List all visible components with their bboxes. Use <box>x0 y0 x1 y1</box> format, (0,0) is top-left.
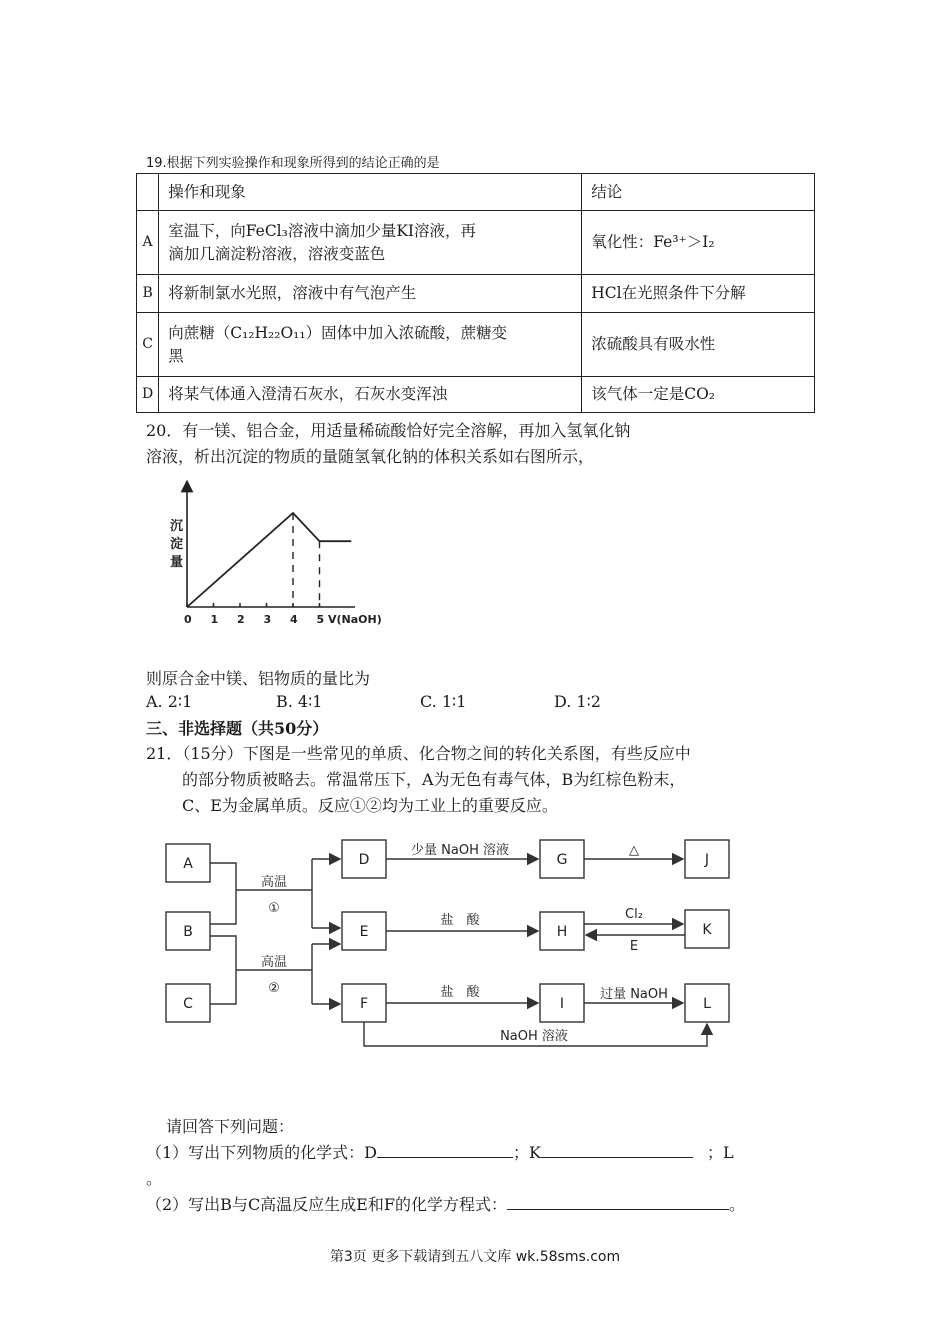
table-row <box>137 275 815 313</box>
separator-k: ；K <box>513 1143 541 1162</box>
row-conclusion: 浓硫酸具有吸水性 <box>582 313 815 377</box>
table-cell <box>137 174 159 211</box>
table-header-op: 操作和现象 <box>159 174 582 211</box>
table-row <box>137 313 815 377</box>
sub-question-2-end: 。 <box>728 1195 745 1214</box>
x-tick-label: 5 <box>316 613 325 626</box>
row-label: A <box>137 211 159 275</box>
question-19-title: 19.根据下列实验操作和现象所得到的结论正确的是 <box>146 156 440 171</box>
label-k-to-h: E <box>629 939 639 954</box>
label-d-to-g: 少量 NaOH 溶液 <box>411 843 509 858</box>
node-a: A <box>183 856 193 872</box>
label-g-to-j: △ <box>629 843 639 858</box>
choice-a: A. 2∶1 <box>146 692 193 711</box>
row-label: C <box>137 313 159 377</box>
x-tick-label: 0 <box>184 613 192 626</box>
row-operation <box>159 313 582 377</box>
operation-line: 黑 <box>168 346 184 365</box>
answer-blank-equation[interactable] <box>507 1193 729 1210</box>
table-row <box>137 211 815 275</box>
x-tick-label: 3 <box>263 613 272 626</box>
page-footer: 第3页 更多下载请到五八文库 wk.58sms.com <box>329 1249 621 1265</box>
question-20-line1: 20．有一镁、铝合金，用适量稀硫酸恰好完全溶解，再加入氢氧化钠 <box>146 421 631 440</box>
node-e: E <box>359 924 369 940</box>
table-header-conclusion: 结论 <box>582 174 815 211</box>
node-i: I <box>559 996 565 1012</box>
node-c: C <box>183 996 193 1012</box>
reaction-1-condition: 高温 <box>260 875 288 890</box>
question-21-prompt: 请回答下列问题： <box>166 1117 295 1136</box>
precipitate-chart <box>160 478 420 628</box>
sub-question-1 <box>146 1140 734 1163</box>
choice-c: C. 1∶1 <box>420 692 467 711</box>
question-21-line3: C、E为金属单质。反应①②均为工业上的重要反应。 <box>182 796 558 815</box>
label-f-to-l: NaOH 溶液 <box>500 1029 568 1044</box>
separator-l: ；L <box>706 1143 734 1162</box>
answer-blank-k[interactable] <box>541 1141 693 1158</box>
node-h: H <box>556 924 568 940</box>
section-title: 三、非选择题（共50分） <box>146 719 329 738</box>
question-21-line2: 的部分物质被略去。常温常压下，A为无色有毒气体，B为红棕色粉末， <box>182 770 686 789</box>
sub-question-1-text: （1）写出下列物质的化学式：D <box>146 1143 378 1162</box>
question-20-line2: 溶液，析出沉淀的物质的量随氢氧化钠的体积关系如右图所示， <box>146 447 595 466</box>
connector <box>210 863 236 924</box>
reaction-2-number: ② <box>268 981 280 996</box>
reaction-diagram <box>150 832 750 1062</box>
node-j: J <box>704 852 710 868</box>
x-tick-label: 1 <box>210 613 219 626</box>
row-conclusion: HCl在光照条件下分解 <box>582 275 815 313</box>
sub-question-1-end: 。 <box>146 1169 163 1188</box>
node-k: K <box>702 922 712 938</box>
x-axis-label: V(NaOH) <box>328 613 382 626</box>
answer-blank-d[interactable] <box>377 1141 513 1158</box>
sub-question-2 <box>146 1192 745 1215</box>
question-19-table <box>136 173 815 413</box>
operation-line: 将某气体通入澄清石灰水，石灰水变浑浊 <box>168 385 448 403</box>
row-conclusion: 该气体一定是CO₂ <box>582 377 815 413</box>
row-label: D <box>137 377 159 413</box>
label-f-to-i: 盐 酸 <box>440 985 480 1000</box>
row-operation <box>159 275 582 313</box>
label-h-to-k: Cl₂ <box>625 907 643 922</box>
row-conclusion: 氧化性：Fe³⁺＞I₂ <box>582 211 815 275</box>
choice-b: B. 4∶1 <box>276 692 323 711</box>
row-operation <box>159 211 582 275</box>
row-operation <box>159 377 582 413</box>
y-axis-label-char: 量 <box>170 555 184 570</box>
operation-line: 室温下，向FeCl₃溶液中滴加少量KI溶液，再 <box>168 221 477 240</box>
question-21-line1: 21．（15分）下图是一些常见的单质、化合物之间的转化关系图，有些反应中 <box>146 744 691 763</box>
reaction-2-condition: 高温 <box>260 955 288 970</box>
table-header-row <box>137 174 815 211</box>
x-tick-label: 4 <box>290 613 298 626</box>
operation-line: 向蔗糖（C₁₂H₂₂O₁₁）固体中加入浓硫酸，蔗糖变 <box>168 323 508 342</box>
table-row <box>137 377 815 413</box>
node-g: G <box>556 852 568 868</box>
choice-d: D. 1∶2 <box>554 692 601 711</box>
node-f: F <box>359 996 369 1012</box>
y-axis-label-char: 沉 <box>170 519 184 534</box>
node-d: D <box>358 852 370 868</box>
operation-line: 将新制氯水光照，溶液中有气泡产生 <box>168 284 417 302</box>
y-axis-label-char: 淀 <box>170 537 184 552</box>
x-tick-label: 2 <box>237 613 245 626</box>
precipitate-line <box>187 513 351 607</box>
label-i-to-l: 过量 NaOH <box>600 987 668 1002</box>
node-b: B <box>183 924 193 940</box>
connector <box>210 936 236 1004</box>
row-label: B <box>137 275 159 313</box>
sub-question-2-text: （2）写出B与C高温反应生成E和F的化学方程式： <box>146 1195 507 1214</box>
node-l: L <box>703 996 711 1012</box>
question-20-prompt: 则原合金中镁、铝物质的量比为 <box>146 669 371 688</box>
reaction-1-number: ① <box>268 901 280 916</box>
operation-line: 滴加几滴淀粉溶液，溶液变蓝色 <box>168 244 386 263</box>
label-e-to-h: 盐 酸 <box>440 913 480 928</box>
